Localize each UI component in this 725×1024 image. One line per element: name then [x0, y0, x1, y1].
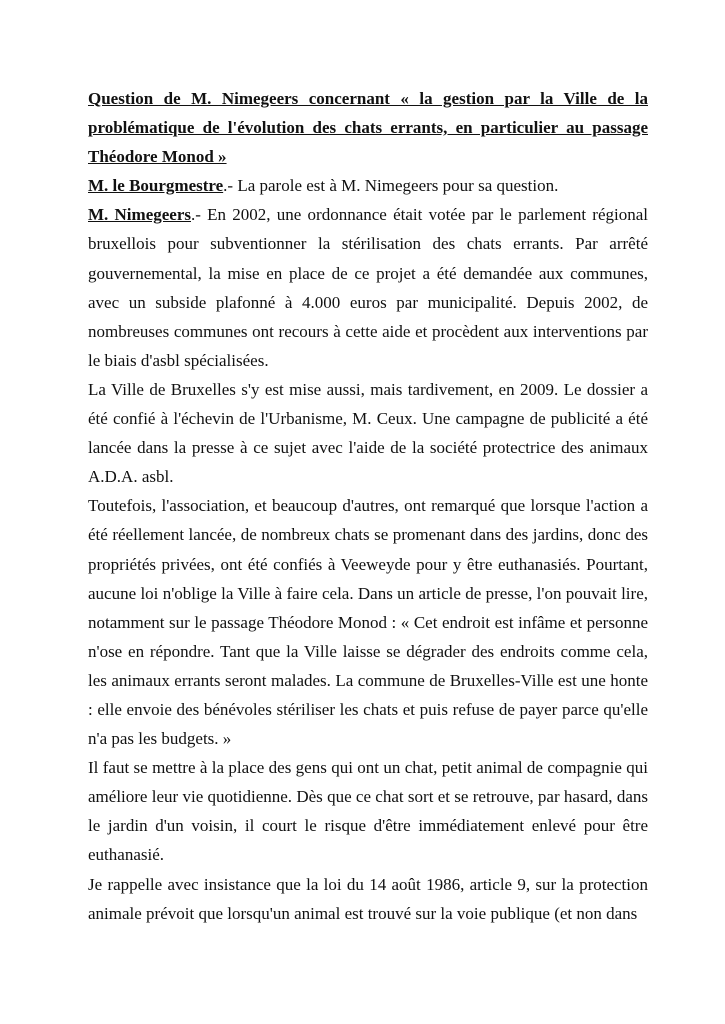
turn-text: .- La parole est à M. Nimegeers pour sa question.: [223, 176, 559, 196]
question-title: Question de M. Nimegeers concernant « la gestion par la Ville de la problématique de l'évolution des chats errants, en particulier au passage Théodore Monod »: [88, 89, 648, 167]
turn-bourgmestre: [88, 171, 648, 200]
speaker-name: M. le Bourgmestre: [88, 176, 224, 196]
body-paragraph: Je rappelle avec insistance que la loi du 14 août 1986, article 9, sur la protection animale prévoit que lorsqu'un animal est trouvé sur la voie publique (et non dans: [88, 874, 648, 923]
body-paragraph: Il faut se mettre à la place des gens qui ont un chat, petit animal de compagnie qui améliore leur vie quotidienne. Dès que ce chat sort et se retrouve, par hasard, dans le jardin d'un voisin, il court le risque d'être immédiatement enlevé pour être euthanasié.: [88, 758, 648, 865]
turn-nimegeers: [88, 200, 648, 375]
document-page: [88, 84, 648, 928]
body-paragraph: Toutefois, l'association, et beaucoup d'autres, ont remarqué que lorsque l'action a été réellement lancée, de nombreux chats se promenant dans des jardins, donc des propriétés privées, ont été confiés à Veeweyde pour y être euthanasiés. Pourtant, aucune loi n'oblige la Ville à faire cela. Dans un article de presse, l'on pouvait lire, notamment sur le passage Théodore Monod : « Cet endroit est infâme et personne n'ose en répondre. Tant que la Ville laisse se dégrader des endroits comme cela, les animaux errants seront malades. La commune de Bruxelles-Ville est une honte : elle envoie des bénévoles stériliser les chats et puis refuse de payer parce qu'elle n'a pas les budgets. »: [88, 496, 648, 749]
body-paragraph: La Ville de Bruxelles s'y est mise aussi, mais tardivement, en 2009. Le dossier a été confié à l'échevin de l'Urbanisme, M. Ceux. Une campagne de publicité a été lancée dans la presse à ce sujet avec l'aide de la société protectrice des animaux A.D.A. asbl.: [88, 379, 648, 487]
turn-text: .- En 2002, une ordonnance était votée par le parlement régional bruxellois pour subventionner la stérilisation des chats errants. Par arrêté gouvernemental, la mise en place de ce projet a été demandée aux communes, avec un subside plafonné à 4.000 euros par municipalité. Depuis 2002, de nombreuses communes ont recours à cette aide et procèdent aux interventions par le biais d'asbl spécialisées.: [88, 205, 648, 370]
speaker-name: M. Nimegeers: [88, 205, 191, 225]
